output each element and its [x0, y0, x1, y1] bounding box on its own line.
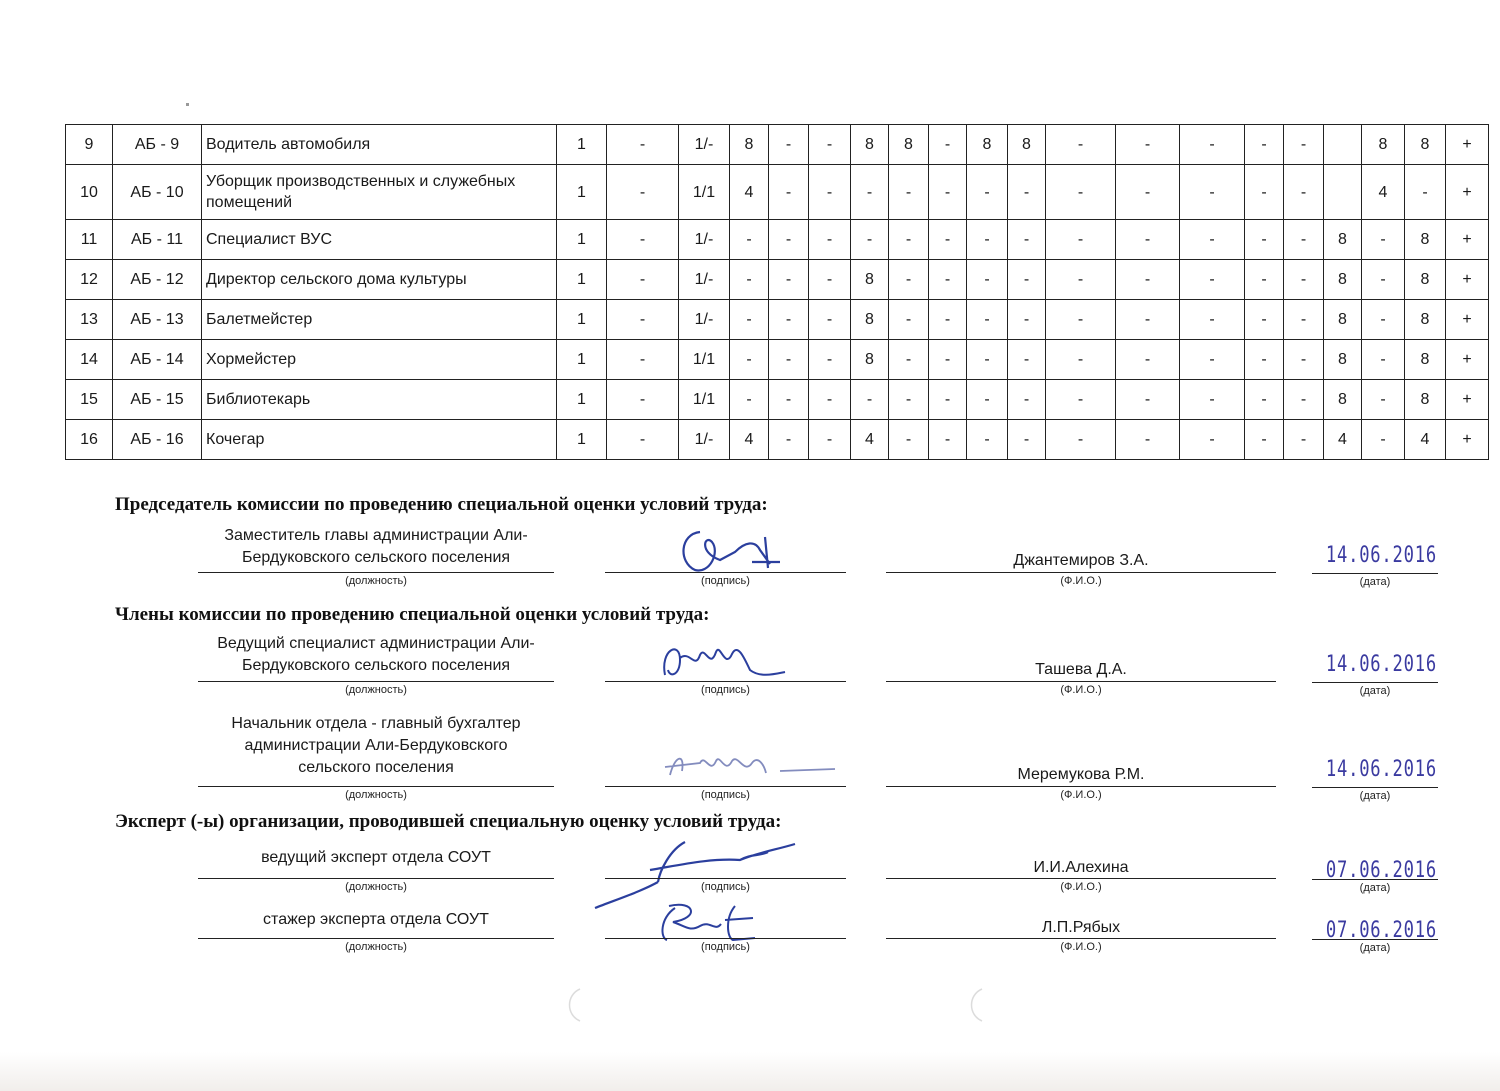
value-cell: 1	[557, 165, 607, 220]
value-cell: -	[730, 380, 769, 420]
value-cell: 4	[851, 420, 889, 460]
signature-caption: (подпись)	[701, 881, 750, 893]
value-cell: 1/1	[679, 165, 730, 220]
value-cell: 8	[1405, 300, 1446, 340]
value-cell: -	[889, 420, 929, 460]
position-caption: (должность)	[345, 941, 407, 953]
value-cell: 1/1	[679, 380, 730, 420]
row-number-cell: 14	[66, 340, 113, 380]
value-cell: -	[607, 420, 679, 460]
value-cell: -	[1245, 165, 1284, 220]
value-cell: 4	[1324, 420, 1362, 460]
value-cell: -	[809, 260, 851, 300]
value-cell: -	[929, 220, 967, 260]
chairman-fio: Джантемиров З.А.	[1013, 552, 1149, 569]
value-cell: -	[1046, 420, 1116, 460]
value-cell: -	[1245, 380, 1284, 420]
fio-caption: (Ф.И.О.)	[1060, 575, 1102, 587]
value-cell: 1	[557, 125, 607, 165]
value-cell: -	[1284, 165, 1324, 220]
date-line	[1312, 573, 1438, 574]
value-cell: -	[1008, 260, 1046, 300]
table-row	[66, 420, 1489, 460]
value-cell: -	[967, 420, 1008, 460]
value-cell: -	[1284, 380, 1324, 420]
value-cell: -	[809, 420, 851, 460]
position-line: Бердуковского сельского поселения	[241, 657, 511, 674]
value-cell: -	[769, 340, 809, 380]
signature-caption: (подпись)	[701, 941, 750, 953]
value-cell: -	[1116, 340, 1180, 380]
position-line-rule	[198, 938, 554, 939]
value-cell: 8	[1324, 340, 1362, 380]
value-cell: -	[607, 300, 679, 340]
table-row	[66, 220, 1489, 260]
signature-caption: (подпись)	[701, 575, 750, 587]
expert-date: 07.06.2016	[1325, 858, 1437, 883]
date-line	[1312, 682, 1438, 683]
value-cell: -	[1245, 260, 1284, 300]
value-cell: -	[769, 260, 809, 300]
assessment-table	[65, 124, 1489, 460]
value-cell: +	[1446, 125, 1489, 165]
value-cell: -	[1180, 260, 1245, 300]
value-cell: -	[929, 165, 967, 220]
members-heading: Члены комиссии по проведению специальной оценки условий труда:	[115, 604, 710, 625]
value-cell: -	[1008, 165, 1046, 220]
value-cell: 1/-	[679, 125, 730, 165]
workplace-code-cell: АБ - 14	[113, 340, 202, 380]
date-caption: (дата)	[1359, 685, 1391, 697]
value-cell: -	[967, 260, 1008, 300]
signature-caption: (подпись)	[701, 684, 750, 696]
value-cell: -	[607, 260, 679, 300]
value-cell: -	[730, 220, 769, 260]
value-cell: +	[1446, 380, 1489, 420]
position-line: Бердуковского сельского поселения	[241, 549, 511, 566]
value-cell: -	[1284, 125, 1324, 165]
value-cell: -	[1180, 220, 1245, 260]
value-cell: -	[607, 220, 679, 260]
expert-fio: И.И.Алехина	[1033, 859, 1129, 876]
value-cell: -	[889, 165, 929, 220]
value-cell: -	[929, 380, 967, 420]
value-cell: -	[1284, 260, 1324, 300]
value-cell: 8	[1405, 380, 1446, 420]
value-cell: -	[1362, 220, 1405, 260]
value-cell: 8	[851, 300, 889, 340]
value-cell: 8	[1405, 220, 1446, 260]
date-line	[1312, 939, 1438, 940]
position-line: сельского поселения	[298, 759, 454, 776]
position-line-rule	[198, 878, 554, 879]
value-cell: -	[967, 165, 1008, 220]
value-cell: 1/-	[679, 300, 730, 340]
position-caption: (должность)	[345, 684, 407, 696]
value-cell: -	[1046, 340, 1116, 380]
position-caption: (должность)	[345, 881, 407, 893]
date-caption: (дата)	[1359, 576, 1391, 588]
scan-mark	[186, 103, 189, 106]
expert-position: ведущий эксперт отдела СОУТ	[261, 849, 491, 866]
fio-caption: (Ф.И.О.)	[1060, 881, 1102, 893]
punch-hole-mark	[962, 985, 992, 1025]
value-cell: +	[1446, 420, 1489, 460]
chairman-heading: Председатель комиссии по проведению специальной оценки условий труда:	[115, 494, 768, 515]
workplace-code-cell: АБ - 10	[113, 165, 202, 220]
value-cell: 8	[1324, 380, 1362, 420]
value-cell: -	[1245, 340, 1284, 380]
member-position	[198, 633, 554, 677]
table-row	[66, 260, 1489, 300]
value-cell: -	[1046, 380, 1116, 420]
date-caption: (дата)	[1359, 790, 1391, 802]
value-cell: -	[889, 340, 929, 380]
value-cell: -	[730, 340, 769, 380]
table-row	[66, 300, 1489, 340]
value-cell: 1/-	[679, 420, 730, 460]
value-cell: -	[1116, 300, 1180, 340]
value-cell: 8	[1405, 125, 1446, 165]
table-row	[66, 125, 1489, 165]
value-cell: -	[929, 340, 967, 380]
value-cell: 8	[1324, 220, 1362, 260]
value-cell: -	[1284, 300, 1324, 340]
signature-line	[605, 878, 846, 879]
chairman-position	[198, 525, 554, 569]
value-cell: -	[1245, 220, 1284, 260]
position-caption: (должность)	[345, 575, 407, 587]
table-row	[66, 340, 1489, 380]
punch-hole-mark	[560, 985, 590, 1025]
value-cell: -	[607, 340, 679, 380]
value-cell: -	[769, 300, 809, 340]
value-cell: -	[889, 300, 929, 340]
value-cell: 1	[557, 380, 607, 420]
value-cell: 8	[1324, 300, 1362, 340]
value-cell: -	[1046, 125, 1116, 165]
value-cell: -	[769, 165, 809, 220]
value-cell: 1/-	[679, 220, 730, 260]
value-cell: -	[607, 125, 679, 165]
value-cell: -	[809, 300, 851, 340]
row-number-cell: 13	[66, 300, 113, 340]
value-cell: -	[1180, 165, 1245, 220]
workplace-code-cell: АБ - 15	[113, 380, 202, 420]
value-cell: -	[1046, 260, 1116, 300]
row-number-cell: 15	[66, 380, 113, 420]
value-cell: 4	[730, 165, 769, 220]
signature-line	[605, 681, 846, 682]
expert-position: стажер эксперта отдела СОУТ	[263, 911, 489, 928]
value-cell: 1/-	[679, 260, 730, 300]
value-cell: +	[1446, 260, 1489, 300]
value-cell: -	[1116, 260, 1180, 300]
job-title-cell: Водитель автомобиля	[202, 125, 557, 165]
value-cell: +	[1446, 165, 1489, 220]
member-fio: Меремукова Р.М.	[1017, 766, 1145, 783]
value-cell: 8	[851, 125, 889, 165]
value-cell: -	[1116, 125, 1180, 165]
workplace-code-cell: АБ - 12	[113, 260, 202, 300]
workplace-code-cell: АБ - 13	[113, 300, 202, 340]
value-cell: -	[889, 380, 929, 420]
value-cell: 1	[557, 220, 607, 260]
value-cell: -	[1046, 300, 1116, 340]
value-cell: -	[889, 260, 929, 300]
value-cell: -	[1046, 165, 1116, 220]
value-cell: -	[929, 420, 967, 460]
value-cell: -	[1245, 125, 1284, 165]
value-cell: 1	[557, 260, 607, 300]
value-cell: -	[1362, 340, 1405, 380]
value-cell: -	[809, 165, 851, 220]
fio-line	[886, 938, 1276, 939]
value-cell: -	[1180, 300, 1245, 340]
value-cell: -	[730, 260, 769, 300]
value-cell: -	[1116, 165, 1180, 220]
value-cell: -	[769, 380, 809, 420]
value-cell: -	[1116, 220, 1180, 260]
row-number-cell: 9	[66, 125, 113, 165]
job-title-cell: Хормейстер	[202, 340, 557, 380]
value-cell: -	[1180, 340, 1245, 380]
value-cell: 8	[967, 125, 1008, 165]
value-cell: -	[769, 125, 809, 165]
value-cell: -	[1116, 380, 1180, 420]
value-cell: -	[809, 220, 851, 260]
value-cell: -	[1008, 380, 1046, 420]
value-cell: -	[967, 380, 1008, 420]
value-cell: -	[967, 300, 1008, 340]
position-caption: (должность)	[345, 789, 407, 801]
value-cell: 8	[851, 340, 889, 380]
scan-shadow	[0, 1052, 1500, 1091]
value-cell: 1	[557, 420, 607, 460]
signature-line	[605, 938, 846, 939]
value-cell: -	[1362, 380, 1405, 420]
member-signature	[660, 745, 840, 785]
expert-date: 07.06.2016	[1325, 918, 1437, 943]
value-cell: -	[1008, 340, 1046, 380]
value-cell: -	[1008, 220, 1046, 260]
position-line-rule	[198, 786, 554, 787]
value-cell: 1	[557, 300, 607, 340]
position-line: Ведущий специалист администрации Али-	[217, 635, 535, 652]
value-cell: -	[809, 125, 851, 165]
job-title-cell: Кочегар	[202, 420, 557, 460]
row-number-cell: 11	[66, 220, 113, 260]
value-cell: +	[1446, 340, 1489, 380]
value-cell: -	[809, 380, 851, 420]
value-cell: -	[607, 380, 679, 420]
value-cell: -	[1362, 300, 1405, 340]
job-title-cell: Специалист ВУС	[202, 220, 557, 260]
signature-line	[605, 572, 846, 573]
value-cell: -	[769, 420, 809, 460]
workplace-code-cell: АБ - 9	[113, 125, 202, 165]
fio-caption: (Ф.И.О.)	[1060, 789, 1102, 801]
member-date: 14.06.2016	[1325, 757, 1437, 782]
value-cell: -	[929, 300, 967, 340]
value-cell: -	[1284, 340, 1324, 380]
value-cell: +	[1446, 300, 1489, 340]
signature-caption: (подпись)	[701, 789, 750, 801]
position-line: администрации Али-Бердуковского	[244, 737, 508, 754]
row-number-cell: 16	[66, 420, 113, 460]
value-cell: 8	[730, 125, 769, 165]
value-cell: -	[1046, 220, 1116, 260]
position-line-rule	[198, 681, 554, 682]
fio-line	[886, 572, 1276, 573]
date-line	[1312, 879, 1438, 880]
date-caption: (дата)	[1359, 882, 1391, 894]
value-cell: -	[1405, 165, 1446, 220]
workplace-code-cell: АБ - 16	[113, 420, 202, 460]
row-number-cell: 10	[66, 165, 113, 220]
experts-heading: Эксперт (-ы) организации, проводившей специальную оценку условий труда:	[115, 811, 782, 832]
value-cell: +	[1446, 220, 1489, 260]
value-cell: -	[1362, 260, 1405, 300]
value-cell: -	[730, 300, 769, 340]
value-cell: -	[1008, 420, 1046, 460]
position-line: Начальник отдела - главный бухгалтер	[231, 715, 521, 732]
value-cell: 8	[1324, 260, 1362, 300]
value-cell: -	[1180, 380, 1245, 420]
member-date: 14.06.2016	[1325, 652, 1437, 677]
value-cell: -	[851, 380, 889, 420]
fio-caption: (Ф.И.О.)	[1060, 941, 1102, 953]
table-row	[66, 380, 1489, 420]
value-cell: -	[769, 220, 809, 260]
value-cell: 8	[1008, 125, 1046, 165]
job-title-cell: Уборщик производственных и служебных помещений	[202, 165, 557, 220]
fio-line	[886, 786, 1276, 787]
value-cell: 8	[1405, 260, 1446, 300]
job-title-cell: Директор сельского дома культуры	[202, 260, 557, 300]
value-cell: 8	[889, 125, 929, 165]
value-cell: -	[967, 340, 1008, 380]
value-cell: -	[1180, 125, 1245, 165]
value-cell: -	[1245, 300, 1284, 340]
fio-line	[886, 681, 1276, 682]
row-number-cell: 12	[66, 260, 113, 300]
value-cell: 4	[730, 420, 769, 460]
workplace-code-cell: АБ - 11	[113, 220, 202, 260]
value-cell: -	[1008, 300, 1046, 340]
value-cell: -	[929, 260, 967, 300]
position-line: Заместитель главы администрации Али-	[224, 527, 528, 544]
table-row	[66, 165, 1489, 220]
signature-line	[605, 786, 846, 787]
value-cell: -	[1180, 420, 1245, 460]
value-cell: 8	[1405, 340, 1446, 380]
value-cell: -	[607, 165, 679, 220]
value-cell	[1324, 165, 1362, 220]
position-line-rule	[198, 572, 554, 573]
value-cell: -	[929, 125, 967, 165]
value-cell: -	[851, 165, 889, 220]
fio-caption: (Ф.И.О.)	[1060, 684, 1102, 696]
member-fio: Ташева Д.А.	[1035, 661, 1127, 678]
value-cell: -	[1116, 420, 1180, 460]
value-cell: 1/1	[679, 340, 730, 380]
value-cell: -	[967, 220, 1008, 260]
value-cell	[1324, 125, 1362, 165]
expert-fio: Л.П.Рябых	[1041, 919, 1121, 936]
value-cell: -	[851, 220, 889, 260]
value-cell: -	[1284, 220, 1324, 260]
chairman-date: 14.06.2016	[1325, 543, 1437, 568]
member-position	[198, 713, 554, 779]
value-cell: -	[809, 340, 851, 380]
value-cell: 4	[1362, 165, 1405, 220]
job-title-cell: Балетмейстер	[202, 300, 557, 340]
date-caption: (дата)	[1359, 942, 1391, 954]
value-cell: 8	[1362, 125, 1405, 165]
date-line	[1312, 787, 1438, 788]
value-cell: -	[889, 220, 929, 260]
value-cell: 4	[1405, 420, 1446, 460]
value-cell: 1	[557, 340, 607, 380]
value-cell: -	[1245, 420, 1284, 460]
job-title-cell: Библиотекарь	[202, 380, 557, 420]
fio-line	[886, 878, 1276, 879]
value-cell: -	[1362, 420, 1405, 460]
value-cell: 8	[851, 260, 889, 300]
member-signature	[650, 630, 790, 686]
value-cell: -	[1284, 420, 1324, 460]
